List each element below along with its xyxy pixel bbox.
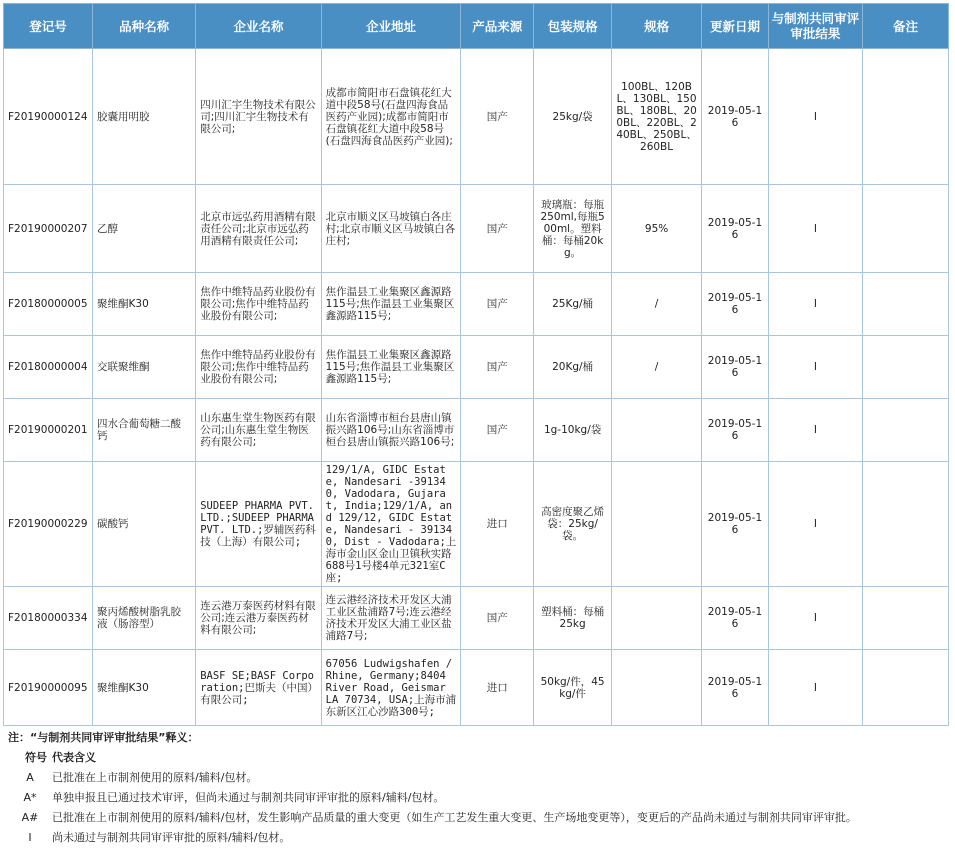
table-row bbox=[4, 273, 949, 336]
note-symbol: A bbox=[26, 771, 34, 784]
source-cell: 国产 bbox=[461, 587, 534, 650]
col-header-address: 企业地址 bbox=[321, 4, 461, 49]
col-header-name: 品种名称 bbox=[93, 4, 196, 49]
date-cell: 2019-05-16 bbox=[702, 462, 769, 587]
col-header-result: 与制剂共同审评审批结果 bbox=[768, 4, 862, 49]
col-header-company: 企业名称 bbox=[196, 4, 321, 49]
col-header-package: 包装规格 bbox=[534, 4, 612, 49]
table-row bbox=[4, 336, 949, 399]
address-cell: 连云港经济技术开发区大浦工业区盐浦路7号;连云港经济技术开发区大浦工业区盐浦路7号; bbox=[321, 587, 461, 650]
date-cell: 2019-05-16 bbox=[702, 399, 769, 462]
address-cell: 焦作温县工业集聚区鑫源路115号;焦作温县工业集聚区鑫源路115号; bbox=[321, 336, 461, 399]
package-cell: 1g-10kg/袋 bbox=[534, 399, 612, 462]
source-cell: 国产 bbox=[461, 399, 534, 462]
col-header-spec: 规格 bbox=[612, 4, 702, 49]
note-meaning: 单独申报且已通过技术审评，但尚未通过与制剂共同审评审批的原料/辅料/包材。 bbox=[52, 791, 445, 804]
result-cell: I bbox=[768, 49, 862, 185]
notes-section bbox=[8, 728, 948, 848]
remark-cell bbox=[862, 185, 948, 273]
reg-no-cell: F20190000229 bbox=[4, 462, 93, 587]
address-cell: 成都市简阳市石盘镇花红大道中段58号(石盘四海食品医药产业园);成都市简阳市石盘镇花红大道中段58号(石盘四海食品医药产业园); bbox=[321, 49, 461, 185]
spec-cell bbox=[612, 587, 702, 650]
note-meaning: 尚未通过与制剂共同审评审批的原料/辅料/包材。 bbox=[52, 831, 291, 844]
name-cell: 乙醇 bbox=[93, 185, 196, 273]
name-cell: 碳酸钙 bbox=[93, 462, 196, 587]
address-cell: 北京市顺义区马坡镇白各庄村;北京市顺义区马坡镇白各庄村; bbox=[321, 185, 461, 273]
remark-cell bbox=[862, 587, 948, 650]
package-cell: 25Kg/桶 bbox=[534, 273, 612, 336]
result-cell: I bbox=[768, 185, 862, 273]
name-cell: 四水合葡萄糖二酸钙 bbox=[93, 399, 196, 462]
registration-table bbox=[3, 3, 949, 726]
note-item-a bbox=[8, 768, 948, 788]
result-cell: I bbox=[768, 587, 862, 650]
spec-cell bbox=[612, 399, 702, 462]
note-meaning: 已批准在上市制剂使用的原料/辅料/包材，发生影响产品质量的重大变更（如生产工艺发生重大变更、生产场地变更等），变更后的产品尚未通过与制剂共同审评审批。 bbox=[52, 811, 857, 824]
spec-cell: 95% bbox=[612, 185, 702, 273]
remark-cell bbox=[862, 462, 948, 587]
package-cell: 20Kg/桶 bbox=[534, 336, 612, 399]
notes-header-meaning: 代表含义 bbox=[52, 751, 96, 764]
address-cell: 山东省淄博市桓台县唐山镇振兴路106号;山东省淄博市桓台县唐山镇振兴路106号; bbox=[321, 399, 461, 462]
address-cell: 67056 Ludwigshafen / Rhine, Germany;8404 River Road, Geismar LA 70734, USA;上海市浦东新区江心沙路300号; bbox=[321, 650, 461, 726]
note-item-i bbox=[8, 828, 948, 848]
package-cell: 50kg/件，45kg/件 bbox=[534, 650, 612, 726]
notes-header bbox=[8, 748, 948, 768]
spec-cell bbox=[612, 462, 702, 587]
company-cell: 北京市远弘药用酒精有限责任公司;北京市远弘药用酒精有限责任公司; bbox=[196, 185, 321, 273]
col-header-date: 更新日期 bbox=[702, 4, 769, 49]
table-row bbox=[4, 462, 949, 587]
spec-cell: 100BL、120BL、130BL、150BL、180BL、200BL、220BL、240BL、250BL、260BL bbox=[612, 49, 702, 185]
col-header-reg-no: 登记号 bbox=[4, 4, 93, 49]
remark-cell bbox=[862, 336, 948, 399]
header-row bbox=[4, 4, 949, 49]
note-item-a-star bbox=[8, 788, 948, 808]
date-cell: 2019-05-16 bbox=[702, 336, 769, 399]
company-cell: 连云港万泰医药材料有限公司;连云港万泰医药材料有限公司; bbox=[196, 587, 321, 650]
table-row bbox=[4, 399, 949, 462]
date-cell: 2019-05-16 bbox=[702, 587, 769, 650]
address-cell: 129/1/A, GIDC Estate, Nandesari -391340, Vadodara, Gujarat, India;129/1/A, and 129/12, GIDC Estate, Nandesari - 391340, Dist - Vadodara;上海市金山区金山卫镇秋实路688号1号楼4单元321室C座; bbox=[321, 462, 461, 587]
name-cell: 聚丙烯酸树脂乳胶液（肠溶型） bbox=[93, 587, 196, 650]
table-row bbox=[4, 650, 949, 726]
notes-title: 注：“与制剂共同审评审批结果”释义： bbox=[8, 731, 199, 744]
package-cell: 高密度聚乙烯袋：25kg/袋。 bbox=[534, 462, 612, 587]
table-body bbox=[4, 49, 949, 726]
result-cell: I bbox=[768, 336, 862, 399]
name-cell: 交联聚维酮 bbox=[93, 336, 196, 399]
remark-cell bbox=[862, 273, 948, 336]
company-cell: 四川汇宇生物技术有限公司;四川汇宇生物技术有限公司; bbox=[196, 49, 321, 185]
package-cell: 塑料桶：每桶25kg bbox=[534, 587, 612, 650]
company-cell: SUDEEP PHARMA PVT. LTD.;SUDEEP PHARMA PVT. LTD.;罗辅医药科技（上海）有限公司; bbox=[196, 462, 321, 587]
remark-cell bbox=[862, 399, 948, 462]
company-cell: 焦作中维特品药业股份有限公司;焦作中维特品药业股份有限公司; bbox=[196, 273, 321, 336]
address-cell: 焦作温县工业集聚区鑫源路115号;焦作温县工业集聚区鑫源路115号; bbox=[321, 273, 461, 336]
note-symbol: A# bbox=[21, 811, 39, 824]
company-cell: 焦作中维特品药业股份有限公司;焦作中维特品药业股份有限公司; bbox=[196, 336, 321, 399]
col-header-source: 产品来源 bbox=[461, 4, 534, 49]
notes-header-symbol: 符号 bbox=[25, 751, 47, 764]
reg-no-cell: F20190000095 bbox=[4, 650, 93, 726]
package-cell: 玻璃瓶：每瓶250ml,每瓶500ml。塑料桶：每桶20kg。 bbox=[534, 185, 612, 273]
source-cell: 进口 bbox=[461, 462, 534, 587]
result-cell: I bbox=[768, 273, 862, 336]
result-cell: I bbox=[768, 650, 862, 726]
name-cell: 聚维酮K30 bbox=[93, 273, 196, 336]
table-row bbox=[4, 49, 949, 185]
note-item-a-hash bbox=[8, 808, 948, 828]
source-cell: 国产 bbox=[461, 336, 534, 399]
result-cell: I bbox=[768, 462, 862, 587]
name-cell: 聚维酮K30 bbox=[93, 650, 196, 726]
date-cell: 2019-05-16 bbox=[702, 185, 769, 273]
reg-no-cell: F20180000334 bbox=[4, 587, 93, 650]
name-cell: 胶囊用明胶 bbox=[93, 49, 196, 185]
note-meaning: 已批准在上市制剂使用的原料/辅料/包材。 bbox=[52, 771, 258, 784]
result-cell: I bbox=[768, 399, 862, 462]
remark-cell bbox=[862, 650, 948, 726]
date-cell: 2019-05-16 bbox=[702, 49, 769, 185]
company-cell: BASF SE;BASF Corporation;巴斯夫（中国）有限公司; bbox=[196, 650, 321, 726]
note-symbol: I bbox=[28, 831, 32, 844]
spec-cell: / bbox=[612, 273, 702, 336]
package-cell: 25kg/袋 bbox=[534, 49, 612, 185]
reg-no-cell: F20190000124 bbox=[4, 49, 93, 185]
date-cell: 2019-05-16 bbox=[702, 650, 769, 726]
col-header-remark: 备注 bbox=[862, 4, 948, 49]
reg-no-cell: F20190000207 bbox=[4, 185, 93, 273]
reg-no-cell: F20180000004 bbox=[4, 336, 93, 399]
note-symbol: A* bbox=[23, 791, 37, 804]
source-cell: 进口 bbox=[461, 650, 534, 726]
reg-no-cell: F20190000201 bbox=[4, 399, 93, 462]
spec-cell bbox=[612, 650, 702, 726]
company-cell: 山东惠生堂生物医药有限公司;山东惠生堂生物医药有限公司; bbox=[196, 399, 321, 462]
reg-no-cell: F20180000005 bbox=[4, 273, 93, 336]
remark-cell bbox=[862, 49, 948, 185]
date-cell: 2019-05-16 bbox=[702, 273, 769, 336]
table-row bbox=[4, 185, 949, 273]
source-cell: 国产 bbox=[461, 49, 534, 185]
source-cell: 国产 bbox=[461, 185, 534, 273]
spec-cell: / bbox=[612, 336, 702, 399]
source-cell: 国产 bbox=[461, 273, 534, 336]
table-row bbox=[4, 587, 949, 650]
